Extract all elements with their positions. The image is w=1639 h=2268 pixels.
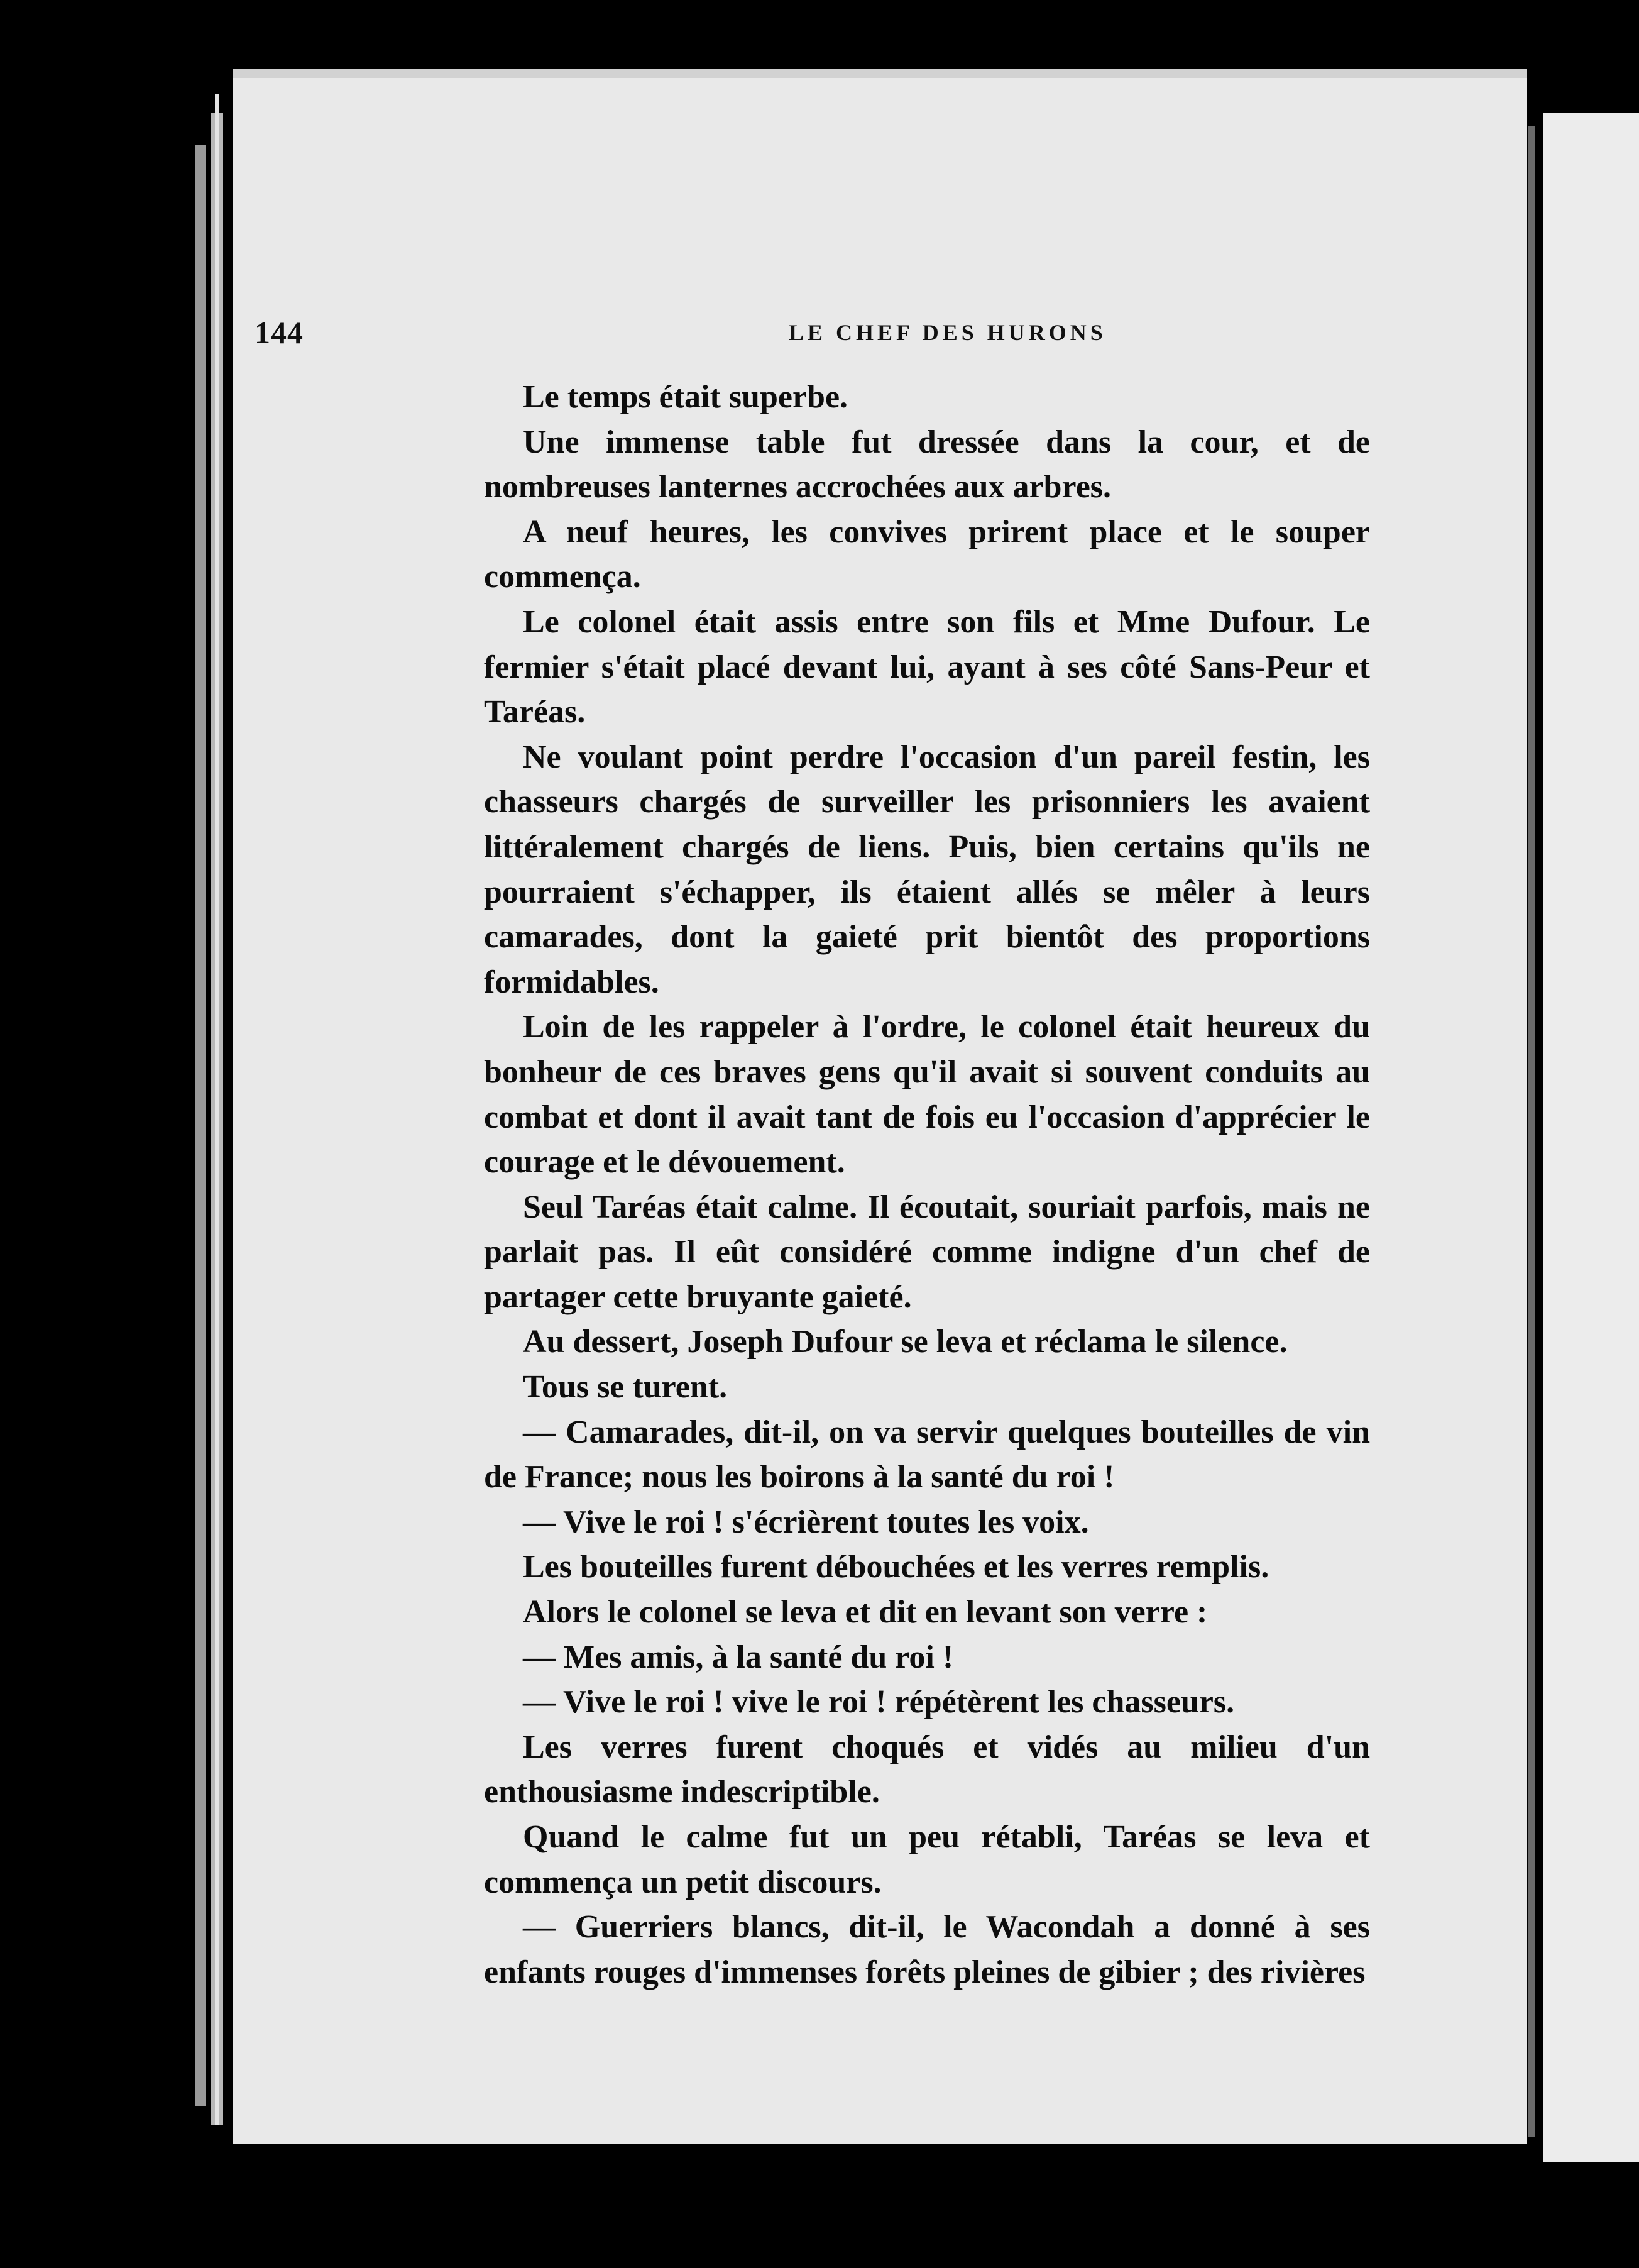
spine-shadow	[1528, 126, 1535, 2137]
paragraph: — Vive le roi ! s'écrièrent toutes les voix.	[523, 1504, 1089, 1540]
paragraph: Le colonel était assis entre son fils et Mme Dufour. Le fermier s'était placé devant lui, ayant à ses côté Sans-Peur et Taréas.	[484, 603, 1370, 730]
paragraph: — Vive le roi ! vive le roi ! répétèrent les chasseurs.	[523, 1684, 1235, 1720]
paragraph: Une immense table fut dressée dans la cour, et de nombreuses lanternes accrochées aux arbres.	[484, 424, 1370, 505]
paragraph: Loin de les rappeler à l'ordre, le colonel était heureux du bonheur de ces braves gens qu'il avait si souvent conduits au combat et dont il avait tant de fois eu l'occasion d'apprécier le courage et le dévouement.	[484, 1009, 1370, 1181]
paragraph: — Camarades, dit-il, on va servir quelques bouteilles de vin de France; nous les boirons à la santé du roi !	[484, 1414, 1370, 1495]
paragraph: Quand le calme fut un peu rétabli, Taréas se leva et commença un petit discours.	[484, 1819, 1370, 1900]
paragraph: — Guerriers blancs, dit-il, le Wacondah a donné à ses enfants rouges d'immenses forêts pleines de gibier ; des rivières	[484, 1909, 1370, 1990]
page-edge-left-highlight	[215, 94, 219, 2125]
running-head	[255, 314, 1373, 352]
next-page-sliver	[1543, 113, 1639, 2162]
page-edge-left-outer	[195, 145, 206, 2106]
page-number: 144	[255, 315, 304, 350]
paragraph: Ne voulant point perdre l'occasion d'un pareil festin, les chasseurs chargés de surveiller les prisonniers les avaient littéralement chargés de liens. Puis, bien certains qu'ils ne pourraient s'échapper, ils étaient allés se mêler à leurs camarades, dont la gaieté prit bientôt des proportions formidables.	[484, 739, 1370, 1000]
paragraph: Alors le colonel se leva et dit en levant son verre :	[523, 1594, 1208, 1631]
paragraph: Le temps était superbe.	[523, 379, 848, 415]
page-text	[484, 375, 1370, 1995]
running-title: LE CHEF DES HURONS	[789, 320, 1107, 345]
paragraph: Au dessert, Joseph Dufour se leva et réclama le silence.	[523, 1324, 1288, 1360]
paragraph: Seul Taréas était calme. Il écoutait, souriait parfois, mais ne parlait pas. Il eût considéré comme indigne d'un chef de partager cette bruyante gaieté.	[484, 1189, 1370, 1315]
paragraph: — Mes amis, à la santé du roi !	[523, 1639, 954, 1675]
paragraph: Tous se turent.	[523, 1369, 728, 1406]
paragraph: Les bouteilles furent débouchées et les verres remplis.	[523, 1549, 1269, 1585]
paragraph: A neuf heures, les convives prirent place et le souper commença.	[484, 514, 1370, 595]
paragraph: Les verres furent choqués et vidés au milieu d'un enthousiasme indescriptible.	[484, 1729, 1370, 1810]
